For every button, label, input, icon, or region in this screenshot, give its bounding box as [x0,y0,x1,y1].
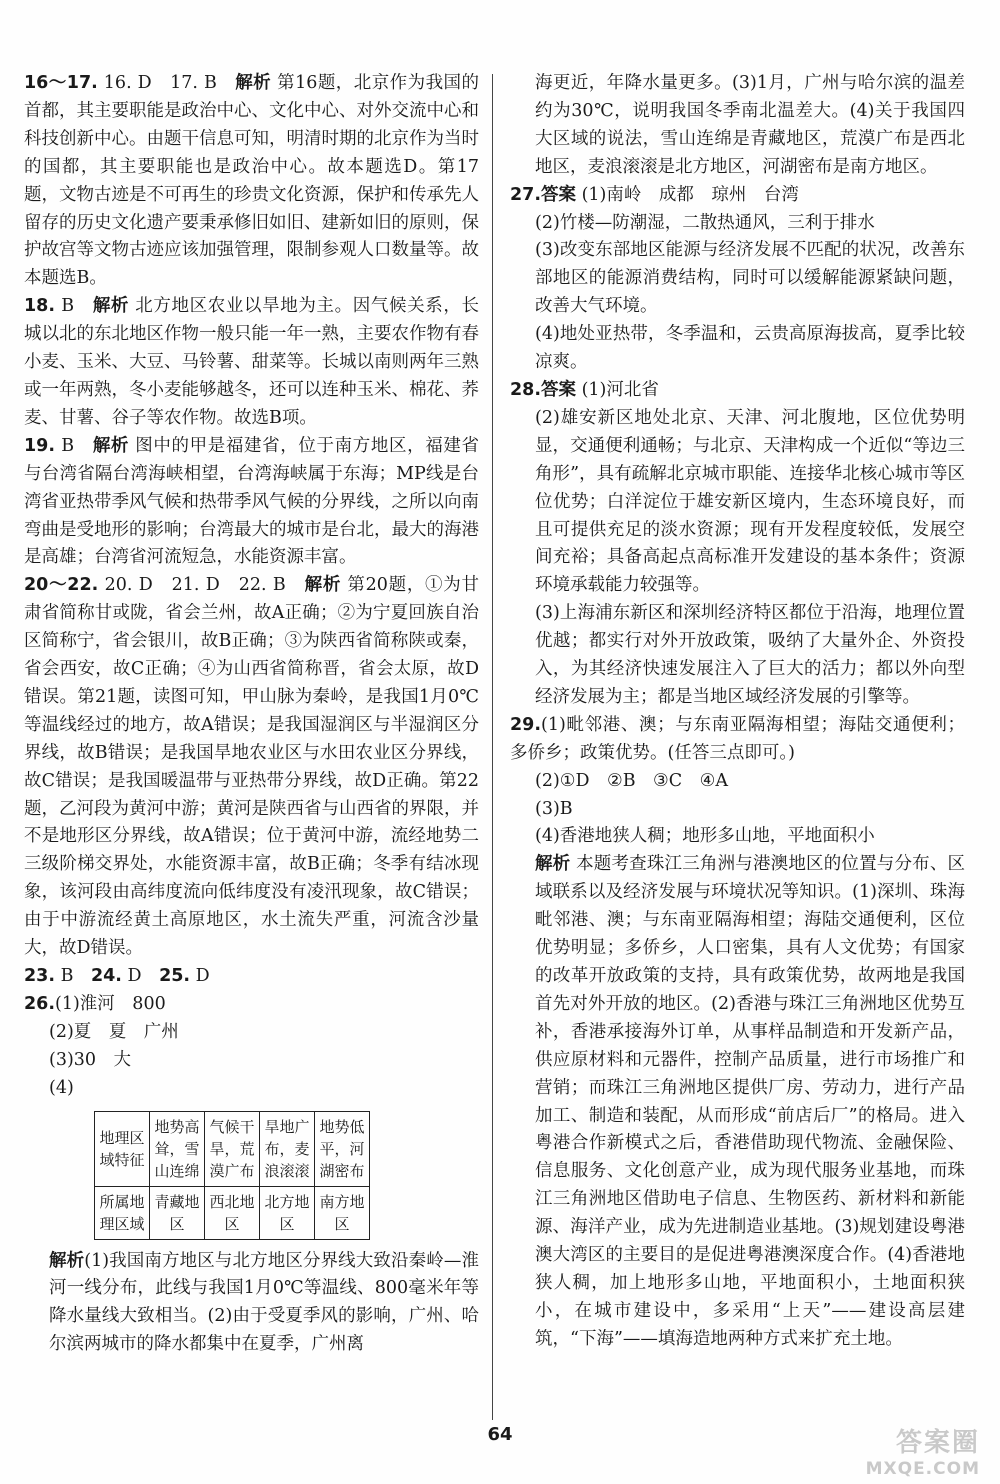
answer-16-17: 16～17. 16. D 17. B 解析 第16题，北京作为我国的首都，其主要职能是政治中心、文化中心、对外交流中心和科技创新中心。由题干信息可知，明清时期的北京作为当时的国都，其主要职能也是政治中心。故本题选D。第17题，文物古迹是不可再生的珍贵文化资源，保护和传承先人留存的历史文化遗产要秉承修旧如旧、建新如旧的原则，保护故宫等文物古迹应该加强管理，限制参观人口数量等。故本题选B。 [24,73,479,289]
left-column [24,70,479,1359]
table-cell: 地势低平，河湖密布 [315,1111,370,1186]
table-cell: 气候干旱，荒漠广布 [205,1111,260,1186]
analysis-label: 解析 [92,435,130,456]
answer-26-analysis-continued: 海更近，年降水量更多。(3)1月，广州与哈尔滨的温差约为30℃，说明我国冬季南北温差大。(4)关于我国四大区域的说法，雪山连绵是青藏地区，荒漠广布是西北地区，麦浪滚滚是北方地区，河湖密布是南方地区。 [535,73,965,177]
analysis-label: 解析 [92,296,130,317]
analysis-label: 解析 [235,73,272,93]
region-table [94,1111,370,1240]
analysis-label: 解析 [535,854,571,875]
right-column [510,70,965,1354]
table-cell: 所属地理区域 [95,1186,150,1239]
table-cell: 南方地区 [315,1186,370,1239]
analysis-label: 解析 [304,575,342,596]
answer-20-22: 20～22. 20. D 21. D 22. B 解析 第20题，①为甘肃省简称甘或陇，省会兰州，故A正确；②为宁夏回族自治区简称宁，省会银川，故B正确；③为陕西省简称陕或秦，省会西安，故C正确；④为山西省简称晋，省会太原，故D错误。第21题，读图可知，甲山脉为秦岭，是我国1月0℃等温线经过的地方，故A错误；是我国湿润区与半湿润区分界线，故B错误；是我国旱地农业区与水田农业区分界线，故C错误；是我国暖温带与亚热带分界线，故D正确。第22题，乙河段为黄河中游；黄河是陕西省与山西省的界限，并不是地形区分界线，故A错误；位于黄河中游，流经地势二三级阶梯交界处，水能资源丰富，故B正确；冬季有结冰现象，该河段由高纬度流向低纬度没有凌汛现象，故C错误；由于中游流经黄土高原地区，水土流失严重，河流含沙量大，故D错误。 [24,575,479,959]
column-divider [492,74,493,1420]
answer-26-analysis: 解析(1)我国南方地区与北方地区分界线大致沿秦岭—淮河一线分布，此线与我国1月0℃等温线、800毫米年等降水量线大致相当。(2)由于受夏季风的影响，广州、哈尔滨两城市的降水都集中在夏季，广州离 [49,1250,480,1355]
table-cell: 地理区域特征 [95,1111,150,1186]
answer-29-analysis: 解析 本题考查珠江三角洲与港澳地区的位置与分布、区域联系以及经济发展与环境状况等知识。(1)深圳、珠海毗邻港、澳；与东南亚隔海相望；海陆交通便利，区位优势明显；多侨乡，人口密集，具有人文优势；有国家的改革开放政策的支持，具有政策优势，故两地是我国首先对外开放的地区。(2)香港与珠江三角洲地区优势互补，香港承接海外订单，从事样品制造和开发新产品，供应原材料和元器件，控制产品质量，进行市场推广和营销；而珠江三角洲地区提供厂房、劳动力，进行产品加工、制造和装配，从而形成“前店后厂”的格局。进入粤港合作新模式之后，香港借助现代物流、金融保险、信息服务、文化创意产业，成为现代服务业基地，而珠江三角洲地区借助电子信息、生物医药、新材料和新能源、海洋产业，成为先进制造业基地。(3)规划建设粤港澳大湾区的主要目的是促进粤港澳深度合作。(4)香港地狭人稠，加上地形多山地，平地面积小，土地面积狭小，在城市建设中，多采用“上天”——建设高层建筑，“下海”——填海造地两种方式来扩充土地。 [535,854,966,1349]
answer-26: 26.(1)淮河 800 (2)夏 夏 广州 (3)30 大 (4) 地理区域特征 地势高耸，雪山连绵 气候干旱，荒漠广布 旱地广布，麦浪滚滚 地势低平，河湖密布 所属地理区域 青藏地区 西北地区 北方地区 南方地区 解析(1)我国南方地区与北方地区分界线大致沿秦岭—淮河一线分布，此线与我国1月0℃等温线、800毫米年等降水量线大致相当。(2)由于受夏季风的影响，广州、哈尔滨两城市的降水都集中在夏季，广州离 [24,991,479,1359]
answer-23-25: 23. B 24. D 25. D [24,966,210,986]
table-cell: 西北地区 [205,1186,260,1239]
page-number: 64 [487,1424,513,1445]
answer-label: 答案 [541,379,577,400]
answer-27: 27.答案 (1)南岭 成都 琼州 台湾 (2)竹楼—防潮湿，二散热通风，三利于排水 (3)改变东部地区能源与经济发展不匹配的状况，改善东部地区的能源消费结构，同时可以缓解能源紧缺问题，改善大气环境。 (4)地处亚热带，冬季温和，云贵高原海拔高，夏季比较凉爽。 [510,184,965,373]
table-cell: 北方地区 [260,1186,315,1239]
table-row [95,1111,370,1186]
answer-label: 答案 [541,184,577,205]
answer-29: 29.(1)毗邻港、澳；与东南亚隔海相望；海陆交通便利；多侨乡；政策优势。(任答三点即可。) (2)①D ②B ③C ④A (3)B (4)香港地狭人稠；地形多山地，平地面积小 解析 本题考查珠江三角洲与港澳地区的位置与分布、区域联系以及经济发展与环境状况等知识。(1)深圳、珠海毗邻港、澳；与东南亚隔海相望；海陆交通便利，区位优势明显；多侨乡，人口密集，具有人文优势；有国家的改革开放政策的支持，具有政策优势，故两地是我国首先对外开放的地区。(2)香港与珠江三角洲地区优势互补，香港承接海外订单，从事样品制造和开发新产品，供应原材料和元器件，控制产品质量，进行市场推广和营销；而珠江三角洲地区提供厂房、劳动力，进行产品加工、制造和装配，从而形成“前店后厂”的格局。进入粤港合作新模式之后，香港借助现代物流、金融保险、信息服务、文化创意产业，成为现代服务业基地，而珠江三角洲地区借助电子信息、生物医药、新材料和新能源、海洋产业，成为先进制造业基地。(3)规划建设粤港澳大湾区的主要目的是促进粤港澳深度合作。(4)香港地狭人稠，加上地形多山地，平地面积小，土地面积狭小，在城市建设中，多采用“上天”——建设高层建筑，“下海”——填海造地两种方式来扩充土地。 [510,712,965,1354]
table-cell: 地势高耸，雪山连绵 [150,1111,205,1186]
answer-19: 19. B 解析 图中的甲是福建省，位于南方地区，福建省与台湾省隔台湾海峡相望，台湾海峡属于东海；MP线是台湾省亚热带季风气候和热带季风气候的分界线，之所以向南弯曲是受地形的影响；台湾最大的城市是台北，最大的海港是高雄；台湾省河流短急，水能资源丰富。 [24,435,479,568]
answer-28: 28.答案 (1)河北省 (2)雄安新区地处北京、天津、河北腹地，区位优势明显，交通便利通畅；与北京、天津构成一个近似“等边三角形”，具有疏解北京城市职能、连接华北核心城市等区位优势；白洋淀位于雄安新区境内，生态环境良好，而且可提供充足的淡水资源；现有开发程度较低，发展空间充裕；具备高起点高标准开发建设的基本条件；资源环境承载能力较强等。 (3)上海浦东新区和深圳经济特区都位于沿海，地理位置优越；都实行对外开放政策，吸纳了大量外企、外资投入，为其经济快速发展注入了巨大的活力；都以外向型经济发展为主；都是当地区域经济发展的引擎等。 [510,379,965,707]
answer-18: 18. B 解析 北方地区农业以旱地为主。因气候关系，长城以北的东北地区作物一般只能一年一熟，主要农作物有春小麦、玉米、大豆、马铃薯、甜菜等。长城以南则两年三熟或一年两熟，冬小麦能够越冬，还可以连种玉米、棉花、荞麦、甘薯、谷子等农作物。故选B项。 [24,296,479,428]
table-row [95,1186,370,1239]
table-cell: 旱地广布，麦浪滚滚 [260,1111,315,1186]
analysis-label: 解析 [49,1250,85,1271]
watermark-logo: 答案圈 MXQE.COM [865,1428,980,1479]
table-cell: 青藏地区 [150,1186,205,1239]
